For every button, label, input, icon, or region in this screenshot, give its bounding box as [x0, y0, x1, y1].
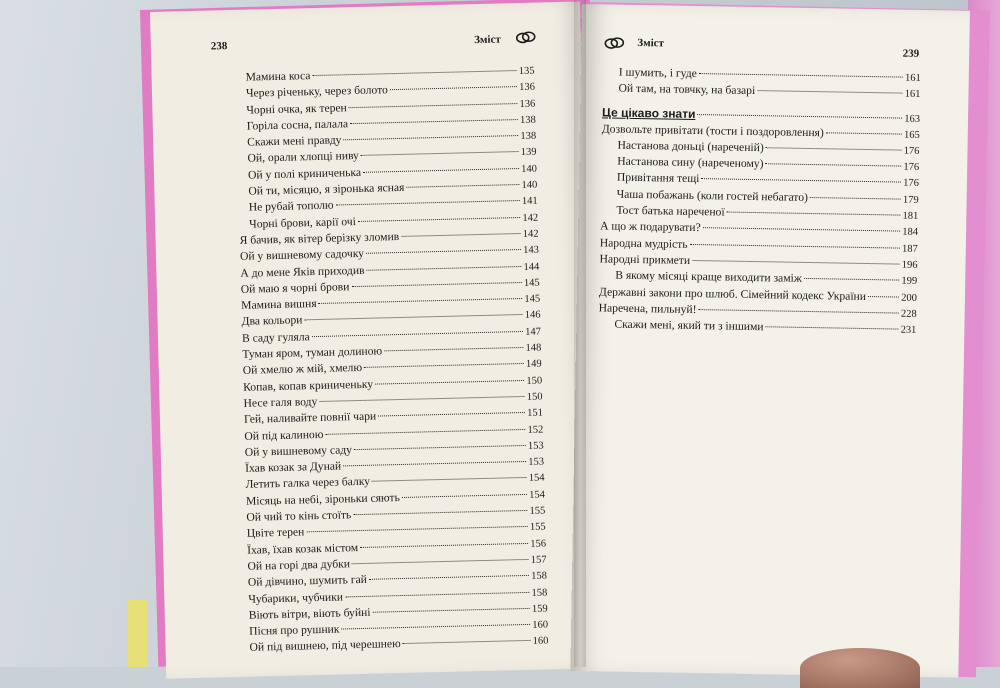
dot-leader	[363, 168, 519, 173]
toc-entry-page: 199	[901, 275, 918, 288]
toc-entry-page: 187	[901, 243, 918, 255]
toc-entry-page: 156	[530, 538, 547, 550]
toc-entry-page: 158	[531, 570, 548, 583]
toc-entry-page: 231	[900, 324, 917, 337]
toc-entry-page: 150	[526, 391, 543, 403]
toc-entry-page: 153	[527, 440, 544, 452]
toc-entry-page: 136	[519, 81, 536, 94]
toc-entry-page: 145	[524, 293, 541, 306]
toc-entry-title: Ой там, на товчку, на базарі	[618, 81, 756, 98]
toc-entry-title: Горіла сосна, палала	[246, 117, 349, 133]
dot-leader	[692, 260, 900, 265]
toc-entry-page: 135	[518, 65, 535, 78]
dot-leader	[336, 200, 520, 206]
toc-entry-title: Чорні очка, як терен	[246, 100, 347, 117]
toc-entry-title: В саду гуляла	[241, 329, 310, 345]
section-heading-page: 163	[904, 113, 921, 125]
toc-entry-page: 145	[523, 277, 540, 289]
toc-entry-title: Мамина вишня	[241, 297, 317, 313]
toc-entry-page: 159	[531, 603, 548, 615]
dot-leader	[354, 445, 526, 450]
dot-leader	[757, 90, 903, 94]
toc-entry-page: 165	[903, 129, 920, 141]
toc-entry-page: 153	[528, 456, 545, 469]
toc-entry-title: Скажи мені правду	[247, 133, 342, 149]
toc-entry-title: Ой дівчино, шумить гай	[247, 573, 368, 589]
dot-leader	[378, 412, 525, 417]
toc-entry-page: 161	[904, 72, 921, 84]
toc-entry-page: 142	[522, 212, 539, 224]
wedding-rings-icon	[603, 34, 625, 53]
dot-leader	[349, 103, 518, 108]
toc-entry-page: 136	[519, 98, 536, 110]
toc-entry-page: 146	[524, 310, 541, 322]
toc-entry-title: Гей, наливайте повнії чари	[243, 409, 377, 427]
dot-leader	[312, 70, 516, 76]
toc-entry-title: І шумить, і гуде	[618, 65, 697, 81]
toc-entry-page: 160	[532, 619, 549, 631]
toc-entry-title: Пісня про рушник	[249, 622, 340, 638]
toc-entry-page: 148	[525, 342, 542, 354]
toc-entry-title: А до мене Яків приходив	[240, 263, 365, 280]
toc-entry-title: Ой ти, місяцю, я зіронька ясная	[248, 180, 405, 198]
toc-entry-title: Туман яром, туман долиною	[242, 344, 383, 361]
toc-entry-title: Чорні брови, карії очі	[249, 214, 357, 231]
dot-leader	[810, 197, 901, 200]
toc-entry-page: 149	[525, 358, 542, 371]
toc-entry-title: Наречена, пильнуй!	[598, 301, 697, 316]
toc-entry-title: Народні прикмети	[599, 252, 691, 267]
header-title: Зміст	[473, 33, 501, 47]
toc-entry-page: 143	[523, 244, 540, 257]
toc-entry-page: 176	[903, 145, 920, 157]
toc-entry-title: Копав, копав криниченьку	[243, 377, 374, 394]
toc-entry-page: 147	[525, 326, 542, 338]
book-gutter	[574, 0, 586, 667]
toc-entry-page: 155	[529, 521, 546, 534]
toc-entry-title: Дозвольте привітати (тости і поздоровлення)	[601, 121, 824, 139]
toc-entry-page: 158	[531, 586, 548, 599]
toc-entry-title: В якому місяці краще виходити заміж	[615, 268, 802, 286]
right-page	[570, 4, 970, 678]
toc-entry-title: Ой чий то кінь стоїть	[246, 508, 352, 524]
bookmark-strip	[128, 600, 148, 667]
table-of-contents-left	[219, 63, 548, 657]
toc-entry-title: Ой у вишневому саду	[244, 443, 353, 459]
toc-entry-title: Настанова сину (нареченому)	[617, 154, 764, 171]
toc-entry-page: 142	[522, 228, 539, 240]
toc-entry-page: 154	[528, 472, 545, 485]
toc-entry-page: 150	[526, 375, 543, 387]
finger	[800, 648, 920, 688]
dot-leader	[306, 526, 528, 532]
dot-leader	[406, 184, 519, 188]
dot-leader	[304, 314, 522, 320]
dot-leader	[319, 298, 523, 304]
dot-leader	[369, 575, 529, 580]
dot-leader	[868, 296, 899, 298]
dot-leader	[352, 559, 529, 564]
dot-leader	[401, 233, 521, 237]
dot-leader	[312, 331, 523, 337]
dot-leader	[402, 494, 527, 498]
dot-leader	[375, 380, 524, 385]
toc-entry-title: Настанова доньці (нареченій)	[617, 138, 764, 155]
dot-leader	[766, 326, 899, 329]
toc-entry-page: 157	[530, 554, 547, 566]
page-number: 238	[210, 40, 228, 53]
toc-entry-page: 141	[521, 195, 538, 208]
dot-leader	[372, 608, 529, 613]
toc-entry-title: Чубарики, чубчики	[248, 589, 344, 606]
dot-leader	[350, 119, 518, 124]
toc-entry-title: Ой під калиною	[244, 427, 324, 443]
toc-entry-page: 176	[903, 161, 920, 174]
toc-entry-title: Їхав, їхав козак містом	[247, 540, 359, 557]
toc-entry-page: 152	[527, 424, 544, 436]
toc-entry-page: 228	[900, 308, 917, 320]
section-heading-title: Це цікаво знати	[601, 104, 696, 121]
toc-entry-page: 200	[901, 292, 918, 304]
toc-entry-page: 151	[527, 407, 544, 420]
dot-leader	[390, 86, 517, 90]
dot-leader	[358, 217, 521, 222]
dot-leader	[343, 461, 526, 466]
left-page-header	[151, 31, 581, 61]
dot-leader	[826, 132, 902, 134]
dot-leader	[325, 428, 525, 434]
toc-entry-title: Я бачив, як вітер берізку зломив	[239, 229, 400, 247]
dot-leader	[341, 624, 530, 630]
dot-leader	[351, 282, 522, 287]
toc-entry-page: 184	[902, 227, 919, 239]
toc-entry-page: 196	[901, 259, 918, 271]
wedding-rings-icon	[515, 29, 537, 49]
toc-entry-page: 139	[520, 147, 537, 159]
toc-entry-title: Тост батька нареченої	[616, 203, 725, 219]
toc-entry-page: 161	[904, 88, 921, 101]
dot-leader	[699, 309, 899, 313]
left-page	[150, 1, 596, 678]
toc-entry-title: Привітання тещі	[616, 171, 700, 186]
toc-entry-title: Віють вітри, віють буйні	[248, 605, 371, 622]
dot-leader	[804, 278, 900, 281]
toc-entry-title: Чаша побажань (коли гостей небагато)	[616, 187, 809, 204]
right-page-header	[581, 34, 969, 61]
toc-entry-title: Ой, орали хлопці ниву	[247, 149, 360, 166]
toc-entry-title: Несе галя воду	[243, 394, 318, 410]
dot-leader	[701, 179, 901, 183]
dot-leader	[319, 396, 524, 402]
dot-leader	[361, 152, 519, 157]
toc-entry-title: Народна мудрість	[599, 236, 688, 251]
dot-leader	[360, 543, 528, 548]
header-title: Зміст	[637, 36, 665, 50]
toc-entry-title: Мамина коса	[245, 69, 311, 84]
dot-leader	[372, 477, 527, 482]
toc-entry-title: Їхав козак за Дунай	[245, 459, 342, 475]
dot-leader	[384, 347, 523, 351]
toc-entry-page: 138	[520, 130, 537, 143]
dot-leader	[765, 163, 901, 166]
dot-leader	[727, 212, 901, 216]
toc-entry-title: Через річеньку, через болото	[245, 83, 388, 100]
toc-entry-title: Ой у вишневому садочку	[239, 247, 365, 264]
toc-entry-title: Ой під вишнею, під черешнею	[249, 637, 401, 655]
toc-entry-page: 140	[521, 163, 538, 175]
page-number: 239	[902, 47, 920, 60]
toc-entry-title: Державні закони про шлюб. Сімейний кодекс України	[598, 284, 867, 303]
table-of-contents-right	[598, 64, 921, 338]
toc-entry-title: Місяць на небі, зіроньки сяють	[245, 490, 400, 508]
toc-entry-page: 176	[903, 178, 920, 190]
dot-leader	[353, 510, 527, 515]
toc-entry-title: Ой хмелю ж мій, хмелю	[242, 361, 363, 378]
toc-entry-page: 181	[902, 210, 919, 222]
dot-leader	[343, 135, 518, 140]
dot-leader	[703, 228, 901, 232]
dot-leader	[364, 363, 524, 368]
toc-entry-title: Летить галка через балку	[245, 475, 371, 492]
toc-entry-page: 138	[519, 114, 536, 126]
toc-entry-title: Два кольори	[241, 313, 303, 329]
dot-leader	[403, 640, 531, 644]
toc-entry-page: 144	[523, 261, 540, 273]
dot-leader	[690, 244, 900, 249]
toc-entry-page: 155	[529, 505, 546, 517]
toc-entry-title: А що ж подарувати?	[600, 219, 701, 235]
toc-entry-title: Ой у полі криниченька	[247, 165, 362, 182]
dot-leader	[699, 73, 903, 78]
dot-leader	[366, 249, 521, 254]
toc-entry-title: Скажи мені, який ти з іншими	[614, 317, 764, 334]
toc-entry-title: Цвіте терен	[246, 525, 305, 541]
dot-leader	[766, 147, 902, 150]
toc-entry-title: Не рубай тополю	[248, 198, 334, 215]
dot-leader	[345, 591, 530, 597]
dot-leader	[697, 114, 902, 119]
toc-entry-page: 154	[529, 489, 546, 501]
toc-entry-page: 179	[902, 194, 919, 206]
dot-leader	[367, 266, 522, 271]
toc-entry-page: 140	[521, 179, 538, 192]
toc-entry-page: 160	[532, 635, 549, 648]
toc-entry-title: Ой на горі два дубки	[247, 557, 351, 573]
toc-entry-title: Ой маю я чорні брови	[240, 280, 350, 296]
